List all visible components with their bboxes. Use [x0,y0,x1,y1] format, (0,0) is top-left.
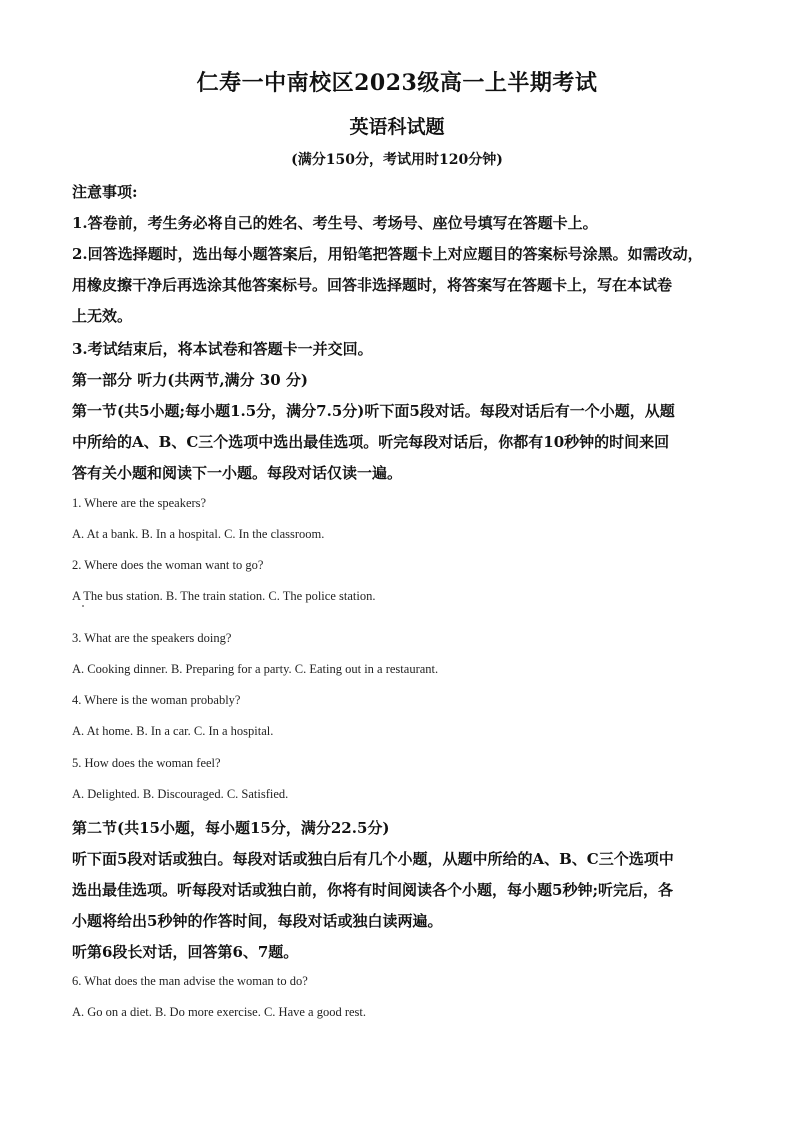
question-6-options: A. Go on a diet. B. Do more exercise. C. Have a good rest. [72,1005,367,1019]
question-4: 4. Where is the woman probably? [72,693,241,707]
instructions-heading: 注意事项: [72,183,138,201]
exam-subtitle: 英语科试题 [349,116,445,138]
section1-line-2: 中所给的A、B、C三个选项中选出最佳选项。听完每段对话后，你都有10秒钟的时间来回 [72,433,670,451]
instruction-2-line-3: 上无效。 [72,307,133,325]
question-5-options: A. Delighted. B. Discouraged. C. Satisfied. [72,787,289,801]
exam-score-note: (满分150分，考试用时120分钟) [291,152,503,168]
section1-line-3: 答有关小题和阅读下一小题。每段对话仅读一遍。 [72,464,403,482]
question-2-options: A The bus station. B. The train station. C. The police station. [72,589,376,603]
section2-line-4: 听第6段长对话，回答第6、7题。 [72,943,299,961]
section2-line-1: 听下面5段对话或独白。每段对话或独白后有几个小题，从题中所给的A、B、C三个选项中 [72,850,674,868]
instruction-2-line-2: 用橡皮擦干净后再选涂其他答案标号。回答非选择题时，将答案写在答题卡上，写在本试卷 [72,276,673,294]
question-4-options: A. At home. B. In a car. C. In a hospital. [72,724,274,738]
question-5: 5. How does the woman feel? [72,756,221,770]
part1-heading: 第一部分 听力(共两节,满分 30 分) [72,371,308,389]
scan-dot [82,605,84,607]
section2-heading: 第二节(共15小题，每小题15分，满分22.5分) [72,819,390,837]
instruction-2-line-1: 2.回答选择题时，选出每小题答案后，用铅笔把答题卡上对应题目的答案标号涂黑。如需改动， [72,245,703,263]
question-3-options: A. Cooking dinner. B. Preparing for a party. C. Eating out in a restaurant. [72,662,439,676]
question-2: 2. Where does the woman want to go? [72,558,264,572]
exam-title: 仁寿一中南校区2023级高一上半期考试 [196,70,598,96]
section2-line-3: 小题将给出5秒钟的作答时间，每段对话或独白读两遍。 [72,912,443,930]
question-3: 3. What are the speakers doing? [72,631,232,645]
instruction-1: 1.答卷前，考生务必将自己的姓名、考生号、考场号、座位号填写在答题卡上。 [72,214,598,232]
question-6: 6. What does the man advise the woman to do? [72,974,308,988]
question-1: 1. Where are the speakers? [72,496,207,510]
instruction-3: 3.考试结束后，将本试卷和答题卡一并交回。 [72,340,373,358]
section1-line-1: 第一节(共5小题;每小题1.5分，满分7.5分)听下面5段对话。每段对话后有一个小题，从题 [72,402,675,420]
section2-line-2: 选出最佳选项。听每段对话或独白前，你将有时间阅读各个小题，每小题5秒钟;听完后，各 [72,881,673,899]
question-1-options: A. At a bank. B. In a hospital. C. In the classroom. [72,527,325,541]
